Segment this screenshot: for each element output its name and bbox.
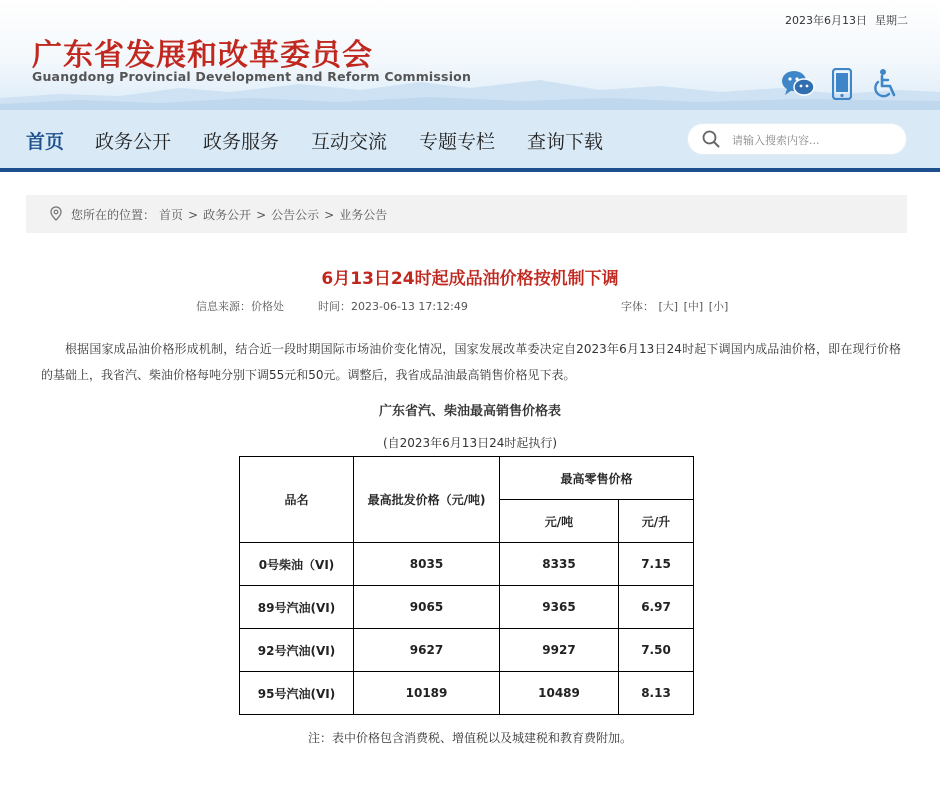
article-title: 6月13日24时起成品油价格按机制下调 xyxy=(321,269,619,289)
font-size-small[interactable]: [小] xyxy=(708,300,729,313)
logo-chinese-name[interactable]: 广东省发展和改革委员会 xyxy=(32,38,373,73)
location-pin-icon xyxy=(50,206,62,224)
table-subtitle: (自2023年6月13日24时起执行) xyxy=(382,436,558,450)
nav-government-services[interactable]: 政务服务 xyxy=(203,131,280,153)
breadcrumb-separator: > xyxy=(324,208,335,222)
row-retail-liter: 7.50 xyxy=(619,629,694,672)
article-source xyxy=(196,298,284,314)
header-per-ton: 元/吨 xyxy=(500,500,619,543)
table-row xyxy=(240,543,694,586)
breadcrumb xyxy=(26,195,907,233)
header-name: 品名 xyxy=(240,457,354,543)
source-value: 价格处 xyxy=(251,300,284,313)
breadcrumb-item-government-affairs[interactable]: 政务公开 xyxy=(203,208,252,222)
breadcrumb-trail xyxy=(159,206,387,223)
time-value: 2023-06-13 17:12:49 xyxy=(351,300,468,313)
nav-divider xyxy=(0,168,940,172)
font-size-label: 字体： xyxy=(621,300,654,313)
row-retail-liter: 8.13 xyxy=(619,672,694,715)
logo-english-name[interactable]: Guangdong Provincial Development and Reform Commission xyxy=(32,69,472,84)
nav-government-affairs[interactable]: 政务公开 xyxy=(95,131,172,153)
breadcrumb-separator: > xyxy=(256,208,267,222)
row-retail-ton: 9927 xyxy=(500,629,619,672)
header-retail: 最高零售价格 xyxy=(500,457,694,500)
table-row xyxy=(240,586,694,629)
row-wholesale: 9065 xyxy=(354,586,500,629)
table-note: 注：表中价格包含消费税、增值税以及城建税和教育费附加。 xyxy=(307,731,632,745)
article-paragraph: 根据国家成品油价格形成机制，结合近一段时期国际市场油价变化情况，国家发展改革委决定自2023年6月13日24时起下调国内成品油价格，即在现行价格的基础上，我省汽、柴油价格每吨分别下调55元和50元。调整后，我省成品油最高销售价格见下表。 xyxy=(41,342,901,382)
row-retail-ton: 9365 xyxy=(500,586,619,629)
row-name: 0号柴油（VI) xyxy=(240,543,354,586)
site-header xyxy=(0,0,940,110)
table-row xyxy=(240,672,694,715)
nav-query-download[interactable]: 查询下载 xyxy=(527,131,604,153)
search-box xyxy=(688,124,906,154)
source-label: 信息来源： xyxy=(196,300,251,313)
font-size-medium[interactable]: [中] xyxy=(683,300,704,313)
nav-interaction[interactable]: 互动交流 xyxy=(311,131,388,153)
breadcrumb-item-announcements[interactable]: 公告公示 xyxy=(271,208,320,222)
weekday-text: 星期二 xyxy=(875,14,908,27)
current-date xyxy=(777,12,908,28)
wechat-icon[interactable] xyxy=(780,66,816,102)
row-name: 89号汽油(VI) xyxy=(240,586,354,629)
row-retail-liter: 7.15 xyxy=(619,543,694,586)
header-per-liter: 元/升 xyxy=(619,500,694,543)
header-wholesale: 最高批发价格（元/吨) xyxy=(354,457,500,543)
breadcrumb-item-business-notices[interactable]: 业务公告 xyxy=(339,208,388,222)
article-time xyxy=(318,298,468,314)
breadcrumb-item-home[interactable]: 首页 xyxy=(159,208,184,222)
breadcrumb-label: 您所在的位置： xyxy=(71,208,156,222)
date-text: 2023年6月13日 xyxy=(785,14,867,27)
font-size-large[interactable]: [大] xyxy=(658,300,679,313)
price-table xyxy=(239,456,694,715)
row-wholesale: 10189 xyxy=(354,672,500,715)
mobile-icon[interactable] xyxy=(824,66,860,102)
row-retail-liter: 6.97 xyxy=(619,586,694,629)
row-name: 95号汽油(VI) xyxy=(240,672,354,715)
row-wholesale: 8035 xyxy=(354,543,500,586)
time-label: 时间： xyxy=(318,300,351,313)
accessibility-icon[interactable] xyxy=(866,66,902,102)
row-retail-ton: 10489 xyxy=(500,672,619,715)
search-icon[interactable] xyxy=(702,130,720,152)
row-wholesale: 9627 xyxy=(354,629,500,672)
table-title: 广东省汽、柴油最高销售价格表 xyxy=(378,404,561,419)
font-size-controls xyxy=(621,298,729,314)
search-input[interactable] xyxy=(730,130,894,150)
nav-special-topics[interactable]: 专题专栏 xyxy=(419,131,496,153)
nav-home[interactable]: 首页 xyxy=(26,131,65,153)
table-row xyxy=(240,629,694,672)
row-name: 92号汽油(VI) xyxy=(240,629,354,672)
row-retail-ton: 8335 xyxy=(500,543,619,586)
breadcrumb-separator: > xyxy=(188,208,199,222)
